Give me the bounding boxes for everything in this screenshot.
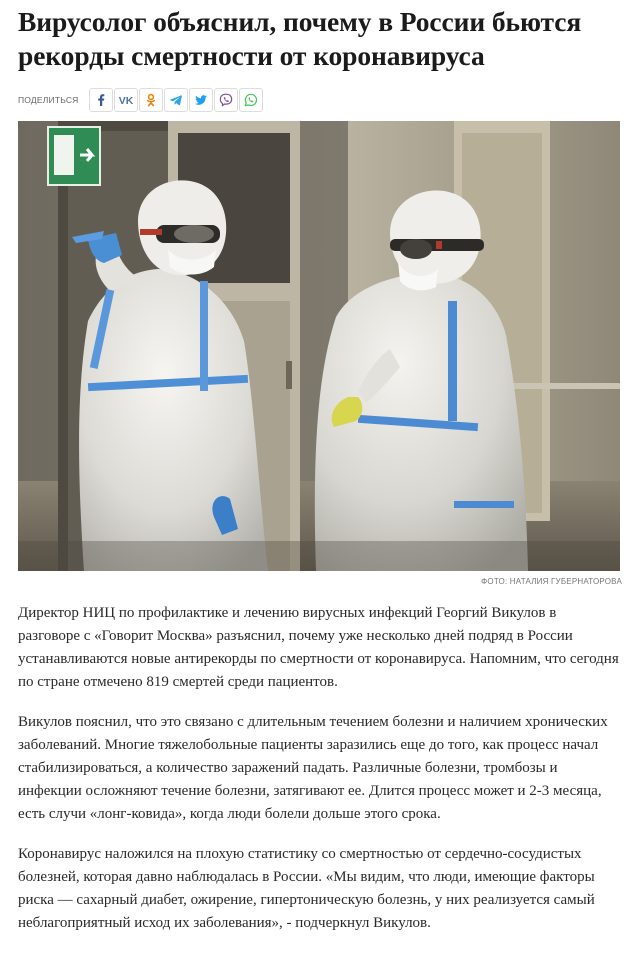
- article-body: [18, 602, 622, 935]
- share-bar: [18, 87, 622, 113]
- article-paragraph: Викулов пояснил, что это связано с длительным течением болезни и наличием хронических заболеваний. Многие тяжелобольные пациенты заразились еще до того, как процесс начал стабилизироваться, а количество заражений падать. Различные болезни, тромбозы и инфекции осложняют течение болезни, затягивают ее. Длится процесс может и 2-3 месяца, есть случи «лонг-ковида», когда люди болели дольше этого срока.: [18, 714, 608, 822]
- share-twitter-button[interactable]: [189, 88, 213, 112]
- telegram-icon: [169, 93, 183, 107]
- share-label: ПОДЕЛИТЬСЯ: [18, 95, 79, 105]
- facebook-icon: [94, 93, 108, 107]
- vk-icon: [118, 93, 134, 107]
- odnoklassniki-icon: [144, 93, 158, 107]
- article-title: Вирусолог объяснил, почему в России бьются рекорды смертности от коронавируса: [18, 6, 582, 71]
- twitter-icon: [194, 93, 208, 107]
- share-telegram-button[interactable]: [164, 88, 188, 112]
- share-vk-button[interactable]: [114, 88, 138, 112]
- medical-workers-photo: [18, 121, 620, 571]
- share-whatsapp-button[interactable]: [239, 88, 263, 112]
- viber-icon: [219, 93, 233, 107]
- article-photo: [18, 121, 620, 571]
- share-odnoklassniki-button[interactable]: [139, 88, 163, 112]
- share-viber-button[interactable]: [214, 88, 238, 112]
- photo-credit: ФОТО: НАТАЛИЯ ГУБЕРНАТОРОВА: [481, 577, 622, 586]
- svg-text:VK: VK: [118, 95, 133, 107]
- whatsapp-icon: [244, 93, 258, 107]
- article-paragraph: Директор НИЦ по профилактике и лечению вирусных инфекций Георгий Викулов в разговоре с «Говорит Москва» разъяснил, почему уже несколько дней подряд в России устанавливаются новые антирекорды по смертности от коронавируса. Напомним, что сегодня по стране отмечено 819 смертей среди пациентов.: [18, 605, 619, 690]
- article-paragraph: Коронавирус наложился на плохую статистику со смертностью от сердечно-сосудистых болезней, которая давно наблюдалась в России. «Мы видим, что люди, имеющие факторы риска — сахарный диабет, ожирение, гипертоническую болезнь, у них реализуется самый неблагоприятный исход их заболевания», - подчеркнул Викулов.: [18, 846, 595, 931]
- share-facebook-button[interactable]: [89, 88, 113, 112]
